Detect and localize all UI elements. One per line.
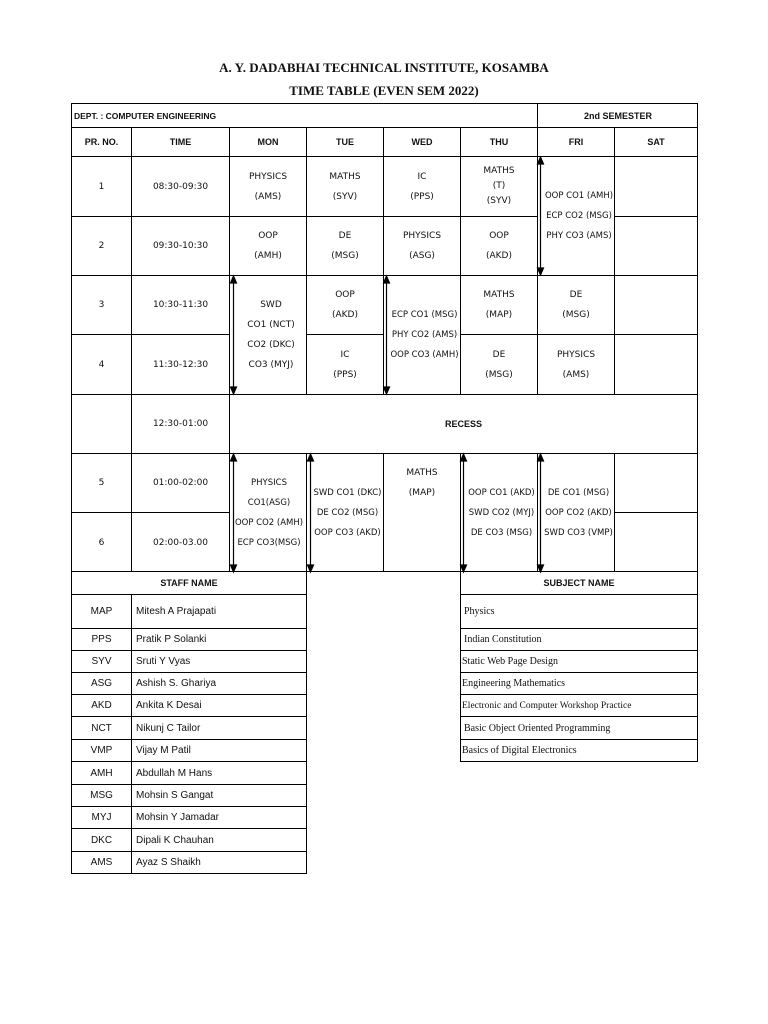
staff-code: MAP bbox=[90, 606, 113, 617]
staff-name: Pratik P Solanki bbox=[136, 634, 207, 645]
staff-code: MYJ bbox=[91, 812, 112, 823]
staff-name: Nikunj C Tailor bbox=[136, 722, 201, 734]
staff-code: AKD bbox=[91, 700, 112, 711]
period-number: 5 bbox=[98, 478, 105, 488]
col-header-time: TIME bbox=[169, 137, 192, 147]
slot-fri-4: PHYSICS (AMS) bbox=[556, 349, 596, 380]
period-time: 08:30-09:30 bbox=[152, 181, 209, 192]
slot-mon-5-6: PHYSICS CO1(ASG) OOP CO2 (AMH) ECP CO3(MSG) bbox=[234, 478, 304, 548]
slot-fri-3: DE (MSG) bbox=[562, 290, 590, 320]
subject-name: Static Web Page Design bbox=[462, 656, 558, 667]
staff-code: PPS bbox=[91, 634, 112, 645]
staff-name: Ankita K Desai bbox=[136, 700, 202, 711]
slot-wed-1: IC (PPS) bbox=[410, 171, 434, 202]
slot-mon-1: PHYSICS (AMS) bbox=[248, 171, 288, 202]
subject-name: Indian Constitution bbox=[464, 634, 542, 645]
slot-fri-1-2: OOP CO1 (AMH) ECP CO2 (MSG) PHY CO3 (AMS) bbox=[544, 191, 614, 241]
subject-heading: SUBJECT NAME bbox=[543, 578, 615, 588]
slot-tue-5-6: SWD CO1 (DKC) DE CO2 (MSG) OOP CO3 (AKD) bbox=[313, 488, 382, 538]
staff-name: Ayaz S Shaikh bbox=[136, 857, 201, 868]
staff-name: Ashish S. Ghariya bbox=[136, 678, 217, 689]
slot-wed-3-4: ECP CO1 (MSG) PHY CO2 (AMS) OOP CO3 (AMH) bbox=[390, 310, 459, 360]
subject-name: Physics bbox=[464, 606, 495, 617]
slot-thu-2: OOP (AKD) bbox=[485, 231, 512, 261]
period-time: 01:00-02:00 bbox=[152, 478, 209, 488]
slot-tue-4: IC (PPS) bbox=[333, 349, 357, 380]
period-time: 10:30-11:30 bbox=[152, 300, 209, 310]
slot-thu-3: MATHS (MAP) bbox=[483, 290, 515, 320]
slot-thu-1: MATHS (T) (SYV) bbox=[483, 166, 515, 206]
staff-heading: STAFF NAME bbox=[160, 578, 218, 588]
slot-thu-5-6: OOP CO1 (AKD) SWD CO2 (MYJ) DE CO3 (MSG) bbox=[468, 488, 535, 538]
staff-name: Mohsin Y Jamadar bbox=[136, 812, 220, 823]
slot-fri-5-6: DE CO1 (MSG) OOP CO2 (AKD) SWD CO3 (VMP) bbox=[544, 488, 613, 538]
period-time: 12:30-01:00 bbox=[152, 419, 209, 429]
staff-code: VMP bbox=[90, 745, 113, 756]
staff-name: Dipali K Chauhan bbox=[136, 834, 214, 846]
slot-wed-2: PHYSICS (ASG) bbox=[402, 231, 442, 261]
department-label: DEPT. : COMPUTER ENGINEERING bbox=[74, 110, 217, 121]
staff-name: Mohsin S Gangat bbox=[136, 790, 214, 801]
period-time: 11:30-12:30 bbox=[152, 359, 209, 370]
staff-name: Mitesh A Prajapati bbox=[136, 606, 217, 617]
staff-code: SYV bbox=[91, 656, 112, 667]
period-time: 09:30-10:30 bbox=[152, 241, 209, 251]
subject-name: Basics of Digital Electronics bbox=[462, 745, 577, 756]
staff-code: AMH bbox=[90, 767, 113, 779]
period-time: 02:00-03.00 bbox=[153, 537, 208, 548]
col-header-fri: FRI bbox=[568, 137, 584, 147]
slot-tue-1: MATHS (SYV) bbox=[329, 171, 361, 202]
slot-tue-3: OOP (AKD) bbox=[331, 290, 358, 320]
recess-label: RECESS bbox=[444, 419, 482, 429]
col-header-sat: SAT bbox=[647, 137, 665, 147]
subject-name: Basic Object Oriented Programming bbox=[464, 722, 611, 734]
col-header-thu: THU bbox=[489, 137, 509, 147]
staff-name: Sruti Y Vyas bbox=[136, 656, 191, 667]
slot-mon-2: OOP (AMH) bbox=[254, 231, 282, 261]
subject-name: Engineering Mathematics bbox=[462, 678, 566, 689]
subject-name: Electronic and Computer Workshop Practice bbox=[462, 700, 632, 711]
timetable-title: TIME TABLE (EVEN SEM 2022) bbox=[289, 83, 479, 98]
staff-code: DKC bbox=[90, 834, 113, 846]
institute-title: A. Y. DADABHAI TECHNICAL INSTITUTE, KOSAMBA bbox=[219, 60, 549, 75]
staff-code: MSG bbox=[90, 790, 113, 801]
staff-name: Vijay M Patil bbox=[136, 745, 191, 756]
slot-thu-4: DE (MSG) bbox=[485, 349, 513, 380]
slot-mon-3-4: SWD CO1 (NCT) CO2 (DKC) CO3 (MYJ) bbox=[247, 300, 295, 370]
staff-code: NCT bbox=[91, 722, 112, 734]
staff-code: ASG bbox=[90, 678, 113, 689]
period-number: 4 bbox=[98, 359, 105, 370]
period-number: 6 bbox=[98, 537, 105, 548]
period-number bbox=[72, 395, 131, 453]
col-header-mon: MON bbox=[257, 137, 279, 147]
period-number: 2 bbox=[98, 241, 105, 251]
col-header-tue: TUE bbox=[336, 137, 354, 147]
slot-tue-2: DE (MSG) bbox=[331, 231, 359, 261]
semester-label: 2nd SEMESTER bbox=[583, 110, 652, 121]
period-number: 1 bbox=[98, 181, 105, 192]
staff-code: AMS bbox=[90, 857, 113, 868]
col-header-prno: PR. NO. bbox=[84, 137, 119, 147]
col-header-wed: WED bbox=[411, 137, 433, 147]
staff-name: Abdullah M Hans bbox=[136, 767, 213, 779]
period-number: 3 bbox=[98, 300, 105, 310]
slot-wed-5: MATHS (MAP) bbox=[406, 468, 438, 498]
